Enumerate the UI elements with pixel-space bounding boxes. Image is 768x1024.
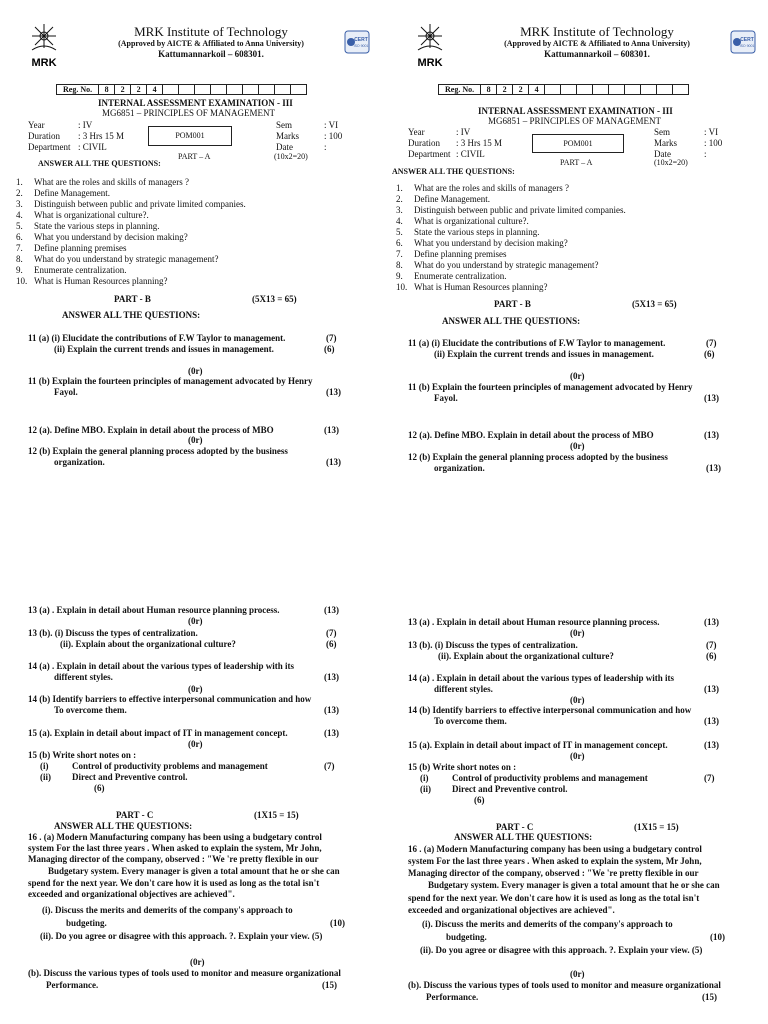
list-item: 8. What do you understand by strategic management?: [396, 260, 599, 270]
list-item: 2. Define Management.: [396, 194, 490, 204]
list-item: 3. Distinguish between public and private limited companies.: [396, 205, 626, 215]
or-divider: (0r): [188, 684, 203, 694]
reg-digit: 8: [99, 85, 115, 95]
list-item: 10. What is Human Resources planning?: [16, 276, 168, 286]
or-divider: (0r): [570, 371, 585, 381]
q12b-line1: 12 (b) Explain the general planning process adopted by the business: [28, 446, 288, 456]
subject-code: POM001: [563, 139, 593, 148]
reg-digit: [227, 85, 243, 95]
department-value: : CIVIL: [78, 142, 107, 152]
q14a-line2: different styles.: [434, 684, 493, 694]
certification-badge-icon: [344, 30, 370, 54]
q13a: 13 (a) . Explain in detail about Human resource planning process.: [408, 617, 660, 627]
year-label: Year: [408, 127, 425, 137]
marks-label: Marks: [654, 138, 677, 148]
q12b-line2: organization.: [434, 463, 485, 473]
duration-value: : 3 Hrs 15 M: [78, 131, 125, 141]
q13a: 13 (a) . Explain in detail about Human resource planning process.: [28, 605, 280, 615]
reg-digit: [625, 85, 641, 95]
marks-value: : 100: [324, 131, 343, 141]
q14b-line1: 14 (b) Identify barriers to effective interpersonal communication and how: [28, 694, 312, 704]
logo-text: MRK: [417, 57, 443, 69]
marks-value: : 100: [704, 138, 723, 148]
date-value: :: [324, 142, 327, 152]
q16a-line6: exceeded and organizational objectives are achieved".: [28, 889, 235, 899]
or-divider: (0r): [570, 969, 585, 979]
svg-text:CERT: CERT: [354, 37, 368, 43]
or-divider: (0r): [188, 739, 203, 749]
reg-digit: [211, 85, 227, 95]
q12a-marks: (13): [704, 430, 719, 440]
q16a-line1: 16 . (a) Modern Manufacturing company has been using a budgetary control: [408, 844, 702, 854]
part-b-instruction: ANSWER ALL THE QUESTIONS:: [442, 316, 581, 326]
reg-digit: 2: [115, 85, 131, 95]
q11a-ii-marks: (6): [704, 349, 715, 359]
duration-value: : 3 Hrs 15 M: [456, 138, 503, 148]
q15b-ii: Direct and Preventive control.: [72, 772, 188, 782]
sem-label: Sem: [276, 120, 293, 130]
q14b-marks: (13): [324, 705, 339, 715]
q16a-line3: Managing director of the company, observed : "We 're pretty flexible in our: [408, 868, 699, 878]
reg-digit: [593, 85, 609, 95]
q13b-ii-marks: (6): [326, 639, 337, 649]
q15b: 15 (b) Write short notes on :: [408, 762, 517, 772]
q11b-marks: (13): [704, 393, 719, 403]
list-item: 9. Enumerate centralization.: [396, 271, 507, 281]
reg-number-table: [438, 84, 689, 95]
department-label: Department: [408, 149, 451, 159]
reg-digit: [259, 85, 275, 95]
subject-line: MG6851 – PRINCIPLES OF MANAGEMENT: [102, 108, 276, 118]
q16a-i-line2: budgeting.: [446, 932, 487, 942]
code-box: [148, 126, 232, 146]
reg-digit: [275, 85, 291, 95]
subject-line: MG6851 – PRINCIPLES OF MANAGEMENT: [488, 116, 662, 126]
reg-digit: [641, 85, 657, 95]
reg-digit: [195, 85, 211, 95]
part-b-scheme: (5X13 = 65): [632, 299, 677, 309]
approval-line: (Approved by AICTE & Affiliated to Anna University): [118, 39, 304, 48]
list-item: 1. What are the roles and skills of managers ?: [396, 183, 569, 193]
part-c-label: PART - C: [116, 810, 154, 820]
q12a: 12 (a). Define MBO. Explain in detail about the process of MBO: [28, 425, 274, 435]
address-line: Kattumannarkoil – 608301.: [544, 49, 650, 59]
q14b-line1: 14 (b) Identify barriers to effective interpersonal communication and how: [408, 705, 692, 715]
department-value: : CIVIL: [456, 149, 485, 159]
q12b-line2: organization.: [54, 457, 105, 467]
part-b-label: PART - B: [494, 299, 531, 309]
part-a-list: [396, 183, 626, 293]
q11b-line2: Fayol.: [434, 393, 458, 403]
q16a-line1: 16 . (a) Modern Manufacturing company has been using a budgetary control: [28, 832, 322, 842]
q16a-ii: (ii). Do you agree or disagree with this approach. ?. Explain your view. (5): [40, 931, 323, 941]
sem-label: Sem: [654, 127, 671, 137]
q11b-line1: 11 (b) Explain the fourteen principles of management advocated by Henry: [408, 382, 693, 392]
q15a-marks: (13): [324, 728, 339, 738]
or-divider: (0r): [570, 441, 585, 451]
part-c-scheme: (1X15 = 15): [254, 810, 299, 820]
q13b-ii: (ii). Explain about the organizational culture?: [60, 639, 236, 649]
q16b-marks: (15): [702, 992, 717, 1002]
reg-digit: 4: [147, 85, 163, 95]
code-box: [532, 134, 624, 153]
q15b-i-marks: (7): [704, 773, 715, 783]
q16a-i-line1: (i). Discuss the merits and demerits of the company's approach to: [42, 905, 293, 915]
q16a-line2: system For the last three years . When asked to explain the system, Mr John,: [408, 856, 702, 866]
q15b: 15 (b) Write short notes on :: [28, 750, 137, 760]
q11a-i-marks: (7): [706, 338, 717, 348]
institute-logo-icon: [26, 22, 62, 70]
reg-digit: [291, 85, 307, 95]
q15b-ii-num: (ii): [420, 784, 431, 794]
q15b-ii: Direct and Preventive control.: [452, 784, 568, 794]
reg-digit: 4: [529, 85, 545, 95]
q12b-line1: 12 (b) Explain the general planning process adopted by the business: [408, 452, 668, 462]
q14a-line2: different styles.: [54, 672, 113, 682]
q16a-line4: Budgetary system. Every manager is given a total amount that he or she can: [48, 866, 340, 876]
svg-text:ISO 9001: ISO 9001: [353, 44, 369, 48]
q11a-ii: (ii) Explain the current trends and issues in management.: [54, 344, 274, 354]
institute-header: [106, 24, 316, 60]
marks-label: Marks: [276, 131, 299, 141]
exam-page-left: [6, 0, 376, 1024]
svg-text:ISO 9001: ISO 9001: [739, 44, 755, 48]
part-c-scheme: (1X15 = 15): [634, 822, 679, 832]
year-value: : IV: [78, 120, 93, 130]
q13b-i: 13 (b). (i) Discuss the types of centralization.: [28, 628, 198, 638]
or-divider: (0r): [190, 957, 205, 967]
q15a: 15 (a). Explain in detail about impact of IT in management concept.: [408, 740, 668, 750]
date-label: Date: [654, 149, 671, 159]
q12a: 12 (a). Define MBO. Explain in detail about the process of MBO: [408, 430, 654, 440]
list-item: 5. State the various steps in planning.: [396, 227, 540, 237]
or-divider: (0r): [570, 751, 585, 761]
reg-digit: [243, 85, 259, 95]
q14a-line1: 14 (a) . Explain in detail about the various types of leadership with its: [408, 673, 675, 683]
q13b-i-marks: (7): [326, 628, 337, 638]
department-label: Department: [28, 142, 71, 152]
reg-digit: 8: [481, 85, 497, 95]
q16a-line2: system For the last three years . When asked to explain the system, Mr John,: [28, 843, 322, 853]
part-b-scheme: (5X13 = 65): [252, 294, 297, 304]
q16a-line4: Budgetary system. Every manager is given a total amount that he or she can: [428, 880, 720, 890]
q14b-line2: To overcome them.: [434, 716, 507, 726]
or-divider: (0r): [188, 366, 203, 376]
q16b-line2: Performance.: [46, 980, 99, 990]
q15b-i-num: (i): [40, 761, 49, 771]
q15b-ii-num: (ii): [40, 772, 51, 782]
q11b-line2: Fayol.: [54, 387, 78, 397]
institute-logo-icon: [412, 22, 448, 70]
list-item: 7. Define planning premises: [396, 249, 507, 259]
part-a-label: PART – A: [560, 158, 593, 167]
part-c-instruction: ANSWER ALL THE QUESTIONS:: [54, 821, 193, 831]
q12a-marks: (13): [324, 425, 339, 435]
list-item: 6. What you understand by decision making?: [16, 232, 188, 242]
q12b-marks: (13): [706, 463, 721, 473]
q16a-i-line1: (i). Discuss the merits and demerits of the company's approach to: [422, 919, 673, 929]
q13b-ii: (ii). Explain about the organizational culture?: [438, 651, 614, 661]
list-item: 8. What do you understand by strategic management?: [16, 254, 219, 264]
reg-digit: [179, 85, 195, 95]
duration-label: Duration: [28, 131, 60, 141]
q16b-line1: (b). Discuss the various types of tools used to monitor and measure organizational: [28, 968, 341, 978]
reg-digit: [163, 85, 179, 95]
reg-digit: 2: [497, 85, 513, 95]
sem-value: : VI: [704, 127, 719, 137]
q16b-line2: Performance.: [426, 992, 479, 1002]
list-item: 6. What you understand by decision making?: [396, 238, 568, 248]
year-value: : IV: [456, 127, 471, 137]
q16a-i-marks: (10): [710, 932, 725, 942]
reg-digit: 2: [131, 85, 147, 95]
reg-digit: [561, 85, 577, 95]
institute-name: MRK Institute of Technology: [520, 24, 674, 39]
q14b-marks: (13): [704, 716, 719, 726]
q11a-i-marks: (7): [326, 333, 337, 343]
part-b-instruction: ANSWER ALL THE QUESTIONS:: [62, 310, 201, 320]
logo-text: MRK: [31, 57, 57, 69]
reg-digit: [673, 85, 689, 95]
part-c-label: PART - C: [496, 822, 534, 832]
reg-digit: [609, 85, 625, 95]
reg-digit: [657, 85, 673, 95]
q16a-line5: spend for the next year. We don't care how it is used as long as the total isn't: [408, 893, 700, 903]
part-a-scheme: (10x2=20): [274, 152, 308, 161]
q16b-marks: (15): [322, 980, 337, 990]
q12b-marks: (13): [326, 457, 341, 467]
reg-label: Reg. No.: [439, 85, 481, 95]
svg-text:CERT: CERT: [740, 37, 754, 43]
sem-value: : VI: [324, 120, 339, 130]
q13b-i-marks: (7): [706, 640, 717, 650]
exam-page-right: [392, 0, 762, 1024]
year-label: Year: [28, 120, 45, 130]
date-label: Date: [276, 142, 293, 152]
q13a-marks: (13): [704, 617, 719, 627]
q15b-i: Control of productivity problems and management: [72, 761, 268, 771]
part-a-scheme: (10x2=20): [654, 158, 688, 167]
q15a: 15 (a). Explain in detail about impact of IT in management concept.: [28, 728, 288, 738]
q16b-line1: (b). Discuss the various types of tools used to monitor and measure organizational: [408, 980, 721, 990]
q15b-ii-marks: (6): [94, 783, 105, 793]
q15a-marks: (13): [704, 740, 719, 750]
or-divider: (0r): [570, 628, 585, 638]
q15b-i-num: (i): [420, 773, 429, 783]
q15b-ii-marks: (6): [474, 795, 485, 805]
q11a-ii-marks: (6): [324, 344, 335, 354]
institute-header: [492, 24, 702, 60]
q11a-i: 11 (a) (i) Elucidate the contributions of F.W Taylor to management.: [408, 338, 666, 348]
list-item: 2. Define Management.: [16, 188, 110, 198]
or-divider: (0r): [570, 695, 585, 705]
q15b-i: Control of productivity problems and management: [452, 773, 648, 783]
q11b-marks: (13): [326, 387, 341, 397]
part-a-instruction: ANSWER ALL THE QUESTIONS:: [38, 159, 161, 168]
q11a-i: 11 (a) (i) Elucidate the contributions of F.W Taylor to management.: [28, 333, 286, 343]
address-line: Kattumannarkoil – 608301.: [158, 49, 264, 59]
q16a-i-line2: budgeting.: [66, 918, 107, 928]
duration-label: Duration: [408, 138, 440, 148]
reg-digit: 2: [513, 85, 529, 95]
subject-code: POM001: [175, 131, 205, 140]
q11b-line1: 11 (b) Explain the fourteen principles of management advocated by Henry: [28, 376, 313, 386]
q13a-marks: (13): [324, 605, 339, 615]
certification-badge-icon: [730, 30, 756, 54]
institute-name: MRK Institute of Technology: [134, 24, 288, 39]
q16a-line6: exceeded and organizational objectives are achieved".: [408, 905, 615, 915]
list-item: 9. Enumerate centralization.: [16, 265, 127, 275]
q16a-line5: spend for the next year. We don't care how it is used as long as the total isn't: [28, 878, 320, 888]
list-item: 7. Define planning premises: [16, 243, 127, 253]
list-item: 1. What are the roles and skills of managers ?: [16, 177, 189, 187]
part-a-list: [16, 177, 246, 287]
or-divider: (0r): [188, 616, 203, 626]
part-c-instruction: ANSWER ALL THE QUESTIONS:: [454, 832, 593, 842]
reg-label: Reg. No.: [57, 85, 99, 95]
approval-line: (Approved by AICTE & Affiliated to Anna University): [504, 39, 690, 48]
part-b-label: PART - B: [114, 294, 151, 304]
reg-number-table: [56, 84, 307, 95]
exam-title: INTERNAL ASSESSMENT EXAMINATION - III: [98, 98, 293, 108]
q16a-i-marks: (10): [330, 918, 345, 928]
list-item: 5. State the various steps in planning.: [16, 221, 160, 231]
list-item: 3. Distinguish between public and private limited companies.: [16, 199, 246, 209]
list-item: 4. What is organizational culture?.: [396, 216, 529, 226]
q14b-line2: To overcome them.: [54, 705, 127, 715]
q16a-line3: Managing director of the company, observed : "We 're pretty flexible in our: [28, 854, 319, 864]
exam-title: INTERNAL ASSESSMENT EXAMINATION - III: [478, 106, 673, 116]
q13b-i: 13 (b). (i) Discuss the types of centralization.: [408, 640, 578, 650]
reg-digit: [545, 85, 561, 95]
q14a-marks: (13): [324, 672, 339, 682]
q14a-marks: (13): [704, 684, 719, 694]
reg-digit: [577, 85, 593, 95]
q11a-ii: (ii) Explain the current trends and issues in management.: [434, 349, 654, 359]
part-a-label: PART – A: [178, 152, 211, 161]
or-divider: (0r): [188, 435, 203, 445]
part-a-instruction: ANSWER ALL THE QUESTIONS:: [392, 167, 515, 176]
list-item: 10. What is Human Resources planning?: [396, 282, 548, 292]
list-item: 4. What is organizational culture?.: [16, 210, 149, 220]
date-value: :: [704, 149, 707, 159]
q15b-i-marks: (7): [324, 761, 335, 771]
q13b-ii-marks: (6): [706, 651, 717, 661]
q14a-line1: 14 (a) . Explain in detail about the various types of leadership with its: [28, 661, 295, 671]
q16a-ii: (ii). Do you agree or disagree with this approach. ?. Explain your view. (5): [420, 945, 703, 955]
